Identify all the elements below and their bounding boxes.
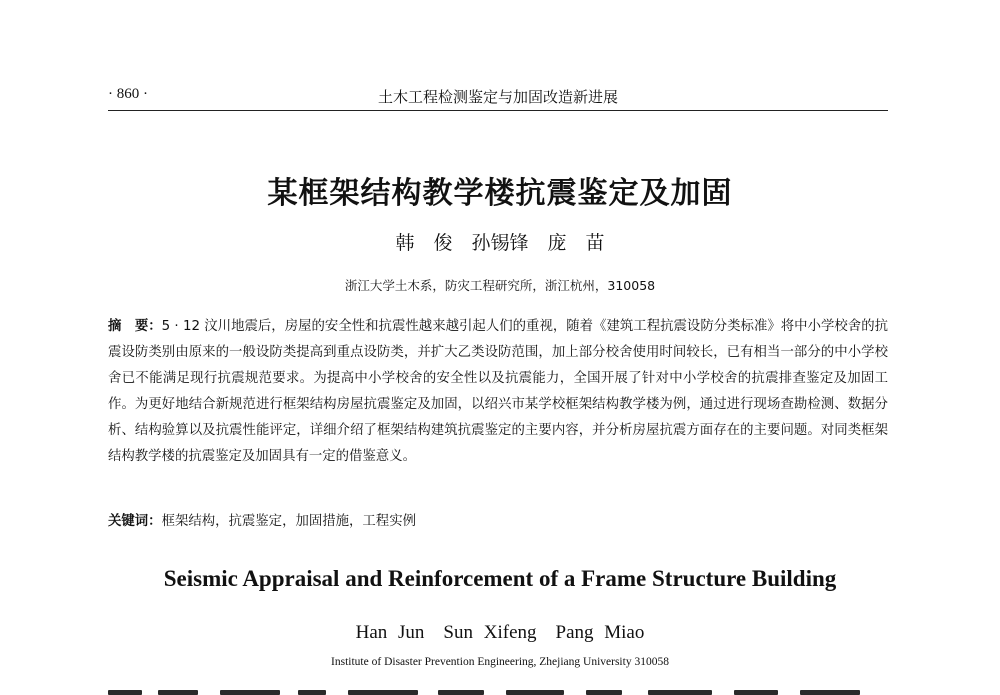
abstract-cn bbox=[108, 314, 888, 470]
glyph-fragment bbox=[734, 690, 778, 695]
glyph-fragment bbox=[506, 690, 564, 695]
paper-title-en: Seismic Appraisal and Reinforcement of a Frame Structure Building bbox=[163, 566, 837, 591]
glyph-fragment bbox=[158, 690, 198, 695]
keywords-label: 关键词： bbox=[108, 514, 162, 529]
authors-en: Han Jun Sun Xifeng Pang Miao bbox=[355, 622, 645, 643]
abstract-label: 摘 要： bbox=[108, 319, 162, 334]
journal-title: 土木工程检测鉴定与加固改造新进展 bbox=[377, 88, 618, 106]
affiliation-cn: 浙江大学土木系，防灾工程研究所，浙江杭州，310058 bbox=[344, 278, 656, 293]
glyph-fragment bbox=[108, 690, 142, 695]
keywords-cn bbox=[108, 509, 888, 535]
glyph-fragment bbox=[220, 690, 280, 695]
glyph-fragment bbox=[586, 690, 622, 695]
glyph-fragment bbox=[438, 690, 484, 695]
affiliation-en: Institute of Disaster Prevention Engineering, Zhejiang University 310058 bbox=[331, 656, 669, 668]
glyph-fragment bbox=[800, 690, 860, 695]
authors-cn: 韩 俊 孙锡锋 庞 苗 bbox=[395, 232, 605, 254]
glyph-fragment bbox=[348, 690, 418, 695]
truncated-next-line bbox=[108, 688, 888, 695]
keywords-text: 框架结构，抗震鉴定，加固措施，工程实例 bbox=[161, 514, 416, 529]
abstract-text: 5 · 12 汶川地震后，房屋的安全性和抗震性越来越引起人们的重视，随着《建筑工程抗震设防分类标准》将中小学校舍的抗震设防类别由原来的一般设防类提高到重点设防类，并扩大乙类设防范围，加上部分校舍使用时间较长，已有相当一部分的中小学校舍已不能满足现行抗震规范要求。为提高中小学校舍的安全性以及抗震能力，全国开展了针对中小学校舍的抗震排查鉴定及加固工作。为更好地结合新规范进行框架结构房屋抗震鉴定及加固，以绍兴市某学校框架结构教学楼为例，通过进行现场查勘检测、数据分析、结构验算以及抗震性能评定，详细介绍了框架结构建筑抗震鉴定的主要内容，并分析房屋抗震方面存在的主要问题。对同类框架结构教学楼的抗震鉴定及加固具有一定的借鉴意义。 bbox=[108, 319, 889, 464]
glyph-fragment bbox=[648, 690, 712, 695]
glyph-fragment bbox=[298, 690, 326, 695]
running-header bbox=[108, 86, 888, 111]
page-number: · 860 · bbox=[108, 86, 148, 102]
paper-title-cn: 某框架结构教学楼抗震鉴定及加固 bbox=[267, 176, 733, 211]
